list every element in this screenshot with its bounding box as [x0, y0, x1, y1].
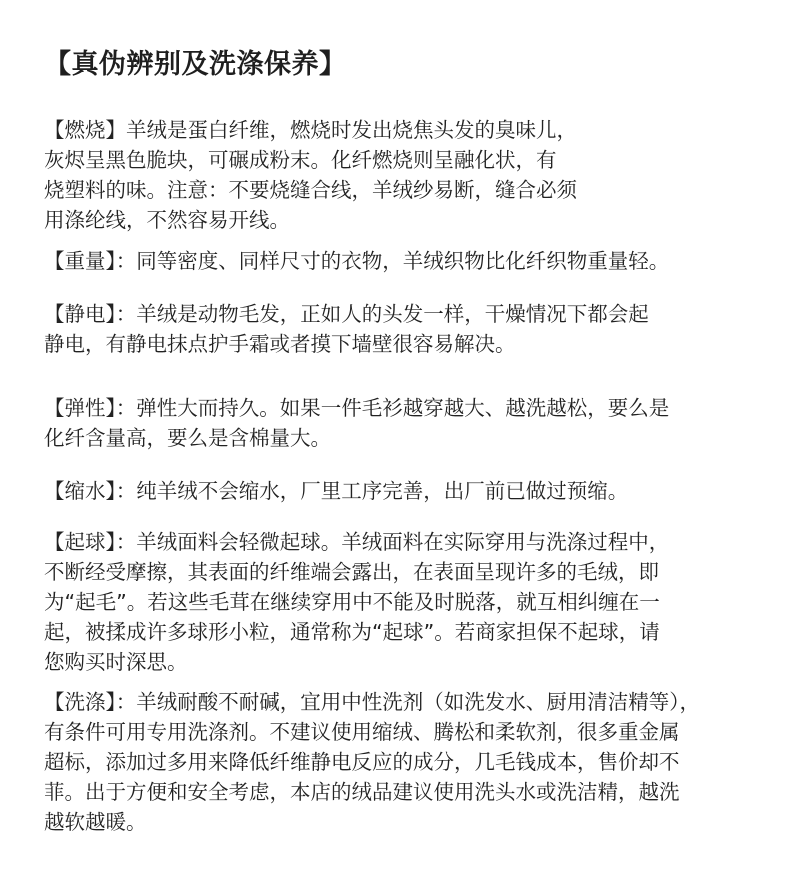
section-washing	[44, 687, 764, 837]
washing-line: 超标，添加过多用来降低纤维静电反应的成分，几毛钱成本，售价却不	[44, 750, 680, 774]
burning-line: 用涤纶线，不然容易开线。	[44, 208, 290, 232]
section-static	[44, 299, 764, 359]
pilling-line: 不断经受摩擦，其表面的纤维端会露出，在表面呈现许多的毛绒，即	[44, 560, 659, 584]
washing-line: 越软越暖。	[44, 810, 147, 834]
pilling-line: 为“起毛”。若这些毛茸在继续穿用中不能及时脱落，就互相纠缠在一	[44, 590, 660, 614]
static-line: 【静电】：羊绒是动物毛发，正如人的头发一样，干燥情况下都会起	[44, 302, 649, 326]
weight-line: 【重量】：同等密度、同样尺寸的衣物，羊绒织物比化纤织物重量轻。	[44, 249, 670, 273]
burning-line: 灰烬呈黑色脆块，可碾成粉末。化纤燃烧则呈融化状，有	[44, 148, 557, 172]
section-elasticity	[44, 393, 764, 453]
washing-line: 【洗涤】：羊绒耐酸不耐碱，宜用中性洗剂（如洗发水、厨用清洁精等），	[44, 690, 700, 714]
section-shrinkage	[44, 476, 764, 506]
section-weight	[44, 246, 764, 276]
washing-line: 有条件可用专用洗涤剂。不建议使用缩绒、腾松和柔软剂，很多重金属	[44, 720, 680, 744]
pilling-line: 起，被揉成许多球形小粒，通常称为“起球”。若商家担保不起球，请	[44, 620, 660, 644]
static-line: 静电，有静电抹点护手霜或者摸下墙壁很容易解决。	[44, 332, 516, 356]
washing-line: 菲。出于方便和安全考虑，本店的绒品建议使用洗头水或洗洁精，越洗	[44, 780, 680, 804]
burning-line: 烧塑料的味。注意：不要烧缝合线，羊绒纱易断，缝合必须	[44, 178, 577, 202]
pilling-line: 【起球】：羊绒面料会轻微起球。羊绒面料在实际穿用与洗涤过程中，	[44, 530, 670, 554]
elasticity-line: 化纤含量高，要么是含棉量大。	[44, 426, 331, 450]
pilling-line: 您购买时深思。	[44, 650, 188, 674]
elasticity-line: 【弹性】：弹性大而持久。如果一件毛衫越穿越大、越洗越松，要么是	[44, 396, 670, 420]
page-title: 【真伪辨别及洗涤保养】	[44, 49, 347, 80]
burning-line: 【燃烧】羊绒是蛋白纤维，燃烧时发出烧焦头发的臭味儿，	[44, 118, 577, 142]
section-pilling	[44, 527, 764, 677]
shrinkage-line: 【缩水】：纯羊绒不会缩水，厂里工序完善，出厂前已做过预缩。	[44, 479, 629, 503]
section-burning	[44, 115, 764, 235]
